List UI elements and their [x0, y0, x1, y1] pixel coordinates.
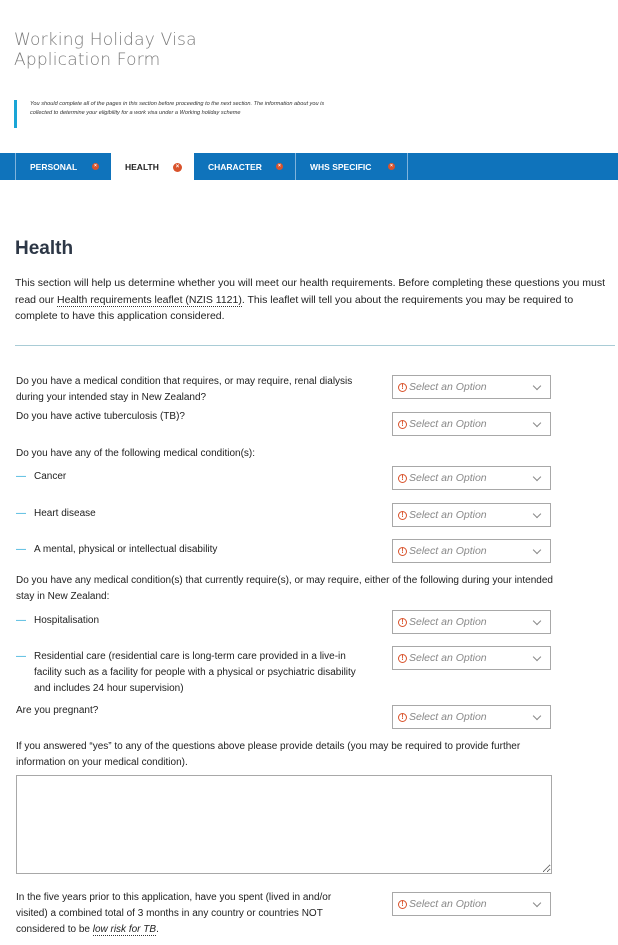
warning-icon: ! — [398, 547, 407, 556]
select-placeholder: Select an Option — [409, 509, 487, 521]
dash-icon: — — [16, 544, 26, 555]
hospitalisation-select[interactable] — [392, 610, 551, 634]
chevron-down-icon — [533, 472, 541, 480]
select-placeholder: Select an Option — [409, 381, 487, 393]
condition-residential-care — [16, 649, 374, 697]
condition-heart — [16, 506, 96, 522]
question-text: In the five years prior to this application, have you spent (lived in and/or visited) a combined total of 3 months in any country or countries NOT considered to be — [16, 892, 332, 935]
tab-divider — [407, 153, 408, 180]
incomplete-icon: × — [388, 163, 395, 170]
dash-icon: — — [16, 615, 26, 626]
chevron-down-icon — [533, 711, 541, 719]
warning-icon: ! — [398, 383, 407, 392]
condition-label: A mental, physical or intellectual disability — [34, 544, 218, 555]
condition-cancer — [16, 469, 66, 485]
tab-label: CHARACTER — [208, 161, 262, 172]
chevron-down-icon — [533, 381, 541, 389]
select-placeholder: Select an Option — [409, 616, 487, 628]
question-text: . — [156, 924, 159, 935]
warning-icon: ! — [398, 420, 407, 429]
warning-icon: ! — [398, 511, 407, 520]
tab-label: PERSONAL — [30, 161, 78, 172]
tab-character[interactable] — [194, 153, 295, 180]
condition-disability — [16, 542, 217, 558]
chevron-down-icon — [533, 652, 541, 660]
intro-text: This section will help us determine whether you will meet our health requirements. Before completing these questions you must read our — [15, 277, 606, 306]
select-placeholder: Select an Option — [409, 418, 487, 430]
warning-icon: ! — [398, 900, 407, 909]
warning-icon: ! — [398, 654, 407, 663]
dash-icon: — — [16, 508, 26, 519]
question-conditions-intro: Do you have any of the following medical condition(s): — [16, 448, 256, 459]
section-heading: Health — [15, 238, 74, 259]
question-tb-travel — [16, 890, 361, 938]
condition-hospitalisation — [16, 613, 99, 629]
warning-icon: ! — [398, 713, 407, 722]
chevron-down-icon — [533, 898, 541, 906]
tab-bar — [0, 153, 618, 180]
incomplete-icon: × — [276, 163, 283, 170]
warning-icon: ! — [398, 474, 407, 483]
disability-select[interactable] — [392, 539, 551, 563]
select-placeholder: Select an Option — [409, 545, 487, 557]
tab-label: HEALTH — [125, 162, 159, 172]
question-details: If you answered “yes” to any of the questions above please provide details (you may be required to provide further information on your medical condition). — [16, 741, 521, 768]
chevron-down-icon — [533, 545, 541, 553]
question-renal: Do you have a medical condition that requires, or may require, renal dialysis during your intended stay in New Zealand? — [16, 376, 353, 403]
chevron-down-icon — [533, 509, 541, 517]
condition-label: Residential care (residential care is long-term care provided in a live-in facility such as a facility for people with a physical or psychiatric disability and includes 24 hour supervision) — [34, 651, 356, 694]
intro-text: . This leaflet will tell you about the requirements you may be required to complete to have this application considered. — [15, 293, 574, 322]
pregnant-select[interactable] — [392, 705, 551, 729]
tab-health[interactable] — [111, 153, 194, 181]
residential-care-select[interactable] — [392, 646, 551, 670]
renal-select[interactable] — [392, 375, 551, 399]
page-title: Working Holiday Visa Application Form — [14, 30, 197, 70]
tb-travel-select[interactable] — [392, 892, 551, 916]
select-placeholder: Select an Option — [409, 898, 487, 910]
dash-icon: — — [16, 651, 26, 662]
tab-personal[interactable] — [16, 153, 111, 180]
tb-select[interactable] — [392, 412, 551, 436]
section-intro — [15, 275, 615, 325]
chevron-down-icon — [533, 418, 541, 426]
heart-select[interactable] — [392, 503, 551, 527]
low-risk-tb-link[interactable]: low risk for TB — [92, 924, 157, 935]
condition-label: Hospitalisation — [34, 615, 100, 626]
section-notice: You should complete all of the pages in this section before proceeding to the next section. The information about you is collected to determine your eligibility for a work visa under a Working holiday scheme — [14, 100, 330, 128]
incomplete-icon: × — [92, 163, 99, 170]
question-pregnant: Are you pregnant? — [16, 705, 99, 716]
question-require-intro: Do you have any medical condition(s) that currently require(s), or may require, either of the following during your intended stay in New Zealand: — [16, 575, 553, 602]
warning-icon: ! — [398, 618, 407, 627]
health-leaflet-link[interactable]: Health requirements leaflet (NZIS 1121) — [57, 293, 242, 306]
incomplete-icon: × — [173, 163, 182, 172]
select-placeholder: Select an Option — [409, 711, 487, 723]
condition-label: Cancer — [34, 471, 67, 482]
tab-whs-specific[interactable] — [296, 153, 407, 180]
select-placeholder: Select an Option — [409, 472, 487, 484]
cancer-select[interactable] — [392, 466, 551, 490]
dash-icon: — — [16, 471, 26, 482]
select-placeholder: Select an Option — [409, 652, 487, 664]
condition-label: Heart disease — [34, 508, 96, 519]
chevron-down-icon — [533, 616, 541, 624]
divider — [15, 345, 615, 346]
tab-label: WHS SPECIFIC — [310, 161, 372, 172]
medical-details-textarea[interactable] — [16, 775, 552, 874]
question-tb: Do you have active tuberculosis (TB)? — [16, 411, 185, 422]
